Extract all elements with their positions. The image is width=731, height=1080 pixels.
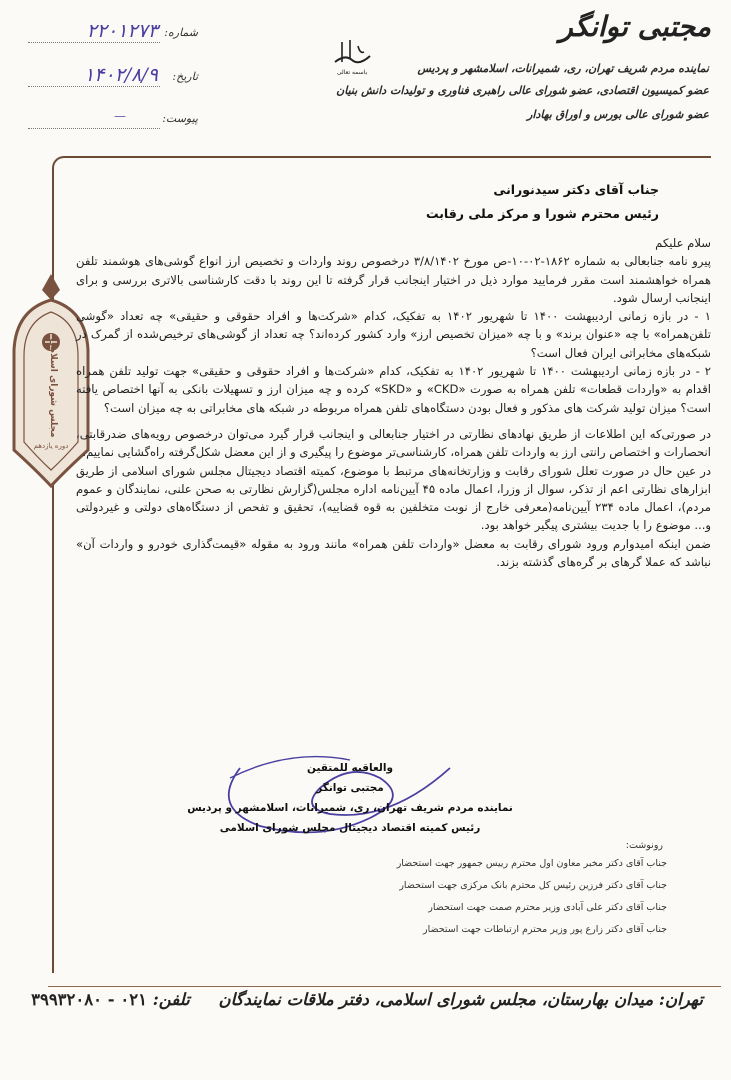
representative-title-2: عضو کمیسیون اقتصادی، عضو شورای عالی راهبری فناوری و تولیدات دانش بنیان [336,84,709,97]
phone-label: تلفن: [152,990,190,1009]
signature-title-2: رئیس کمیته اقتصاد دیجیتال مجلس شورای اسلامی [219,822,481,834]
representative-title-1: نماینده مردم شریف تهران، ری، شمیرانات، اسلامشهر و پردیس [417,62,709,75]
emblem-title: مجلس شورای اسلامی [48,338,58,438]
body-paragraph-6: ضمن اینکه امیدوارم ورود شورای رقابت به معضل «واردات تلفن همراه» مانند ورود به مقوله «قیمت‌گذاری خودرو و واردات آن» نباشد که عملا گرهای بر گره‌های گذشته بزند. [76,536,711,570]
body-paragraph-5: در عین حال در صورت تعلل شورای رقابت و وزارتخانه‌های مرتبط با موضوع، کمیته اقتصاد دیجیتال مجلس شورای اسلامی از طریق ابزارهای نظارتی اعم از تذکر، سوال از وزرا، اعمال ماده ۴۵ آیین‌نامه اداره مجلس(گزارش نظارتی به صحن علنی، نمایندگان و عموم مردم)، اعمال ماده ۲۳۴ آیین‌نامه(معرفی خارج از نوبت متخلفین به قوه قضاییه)، تحقیق و تفحص از دستگاه‌های دولتی و غیردولتی و... موضوع را با جدیت بیشتری پیگیر خواهد بود. [76,463,711,533]
signature-title-1: نماینده مردم شریف تهران، ری، شمیرانات، اسلامشهر و پردیس [187,802,513,814]
signature-closing: والعاقبه للمتقین [307,762,393,774]
date-value: ۱۴۰۲/۸/۹ [83,64,158,86]
cc-item: جناب آقای دکتر مخبر معاون اول محترم رییس جمهور جهت استحضار [396,858,667,869]
footer-address [31,990,703,1009]
phone-value: ۰۲۱ - ۳۹۹۳۲۰۸۰ [31,990,147,1009]
cc-item: جناب آقای دکتر علی آبادی وزیر محترم صمت جهت استحضار [428,902,667,913]
recipient-title: رئیس محترم شورا و مرکز ملی رقابت [426,206,659,221]
attachment-label: پیوست: [162,112,198,125]
number-value: ۲۲۰۱۲۷۳ [86,20,158,42]
address-text: تهران: میدان بهارستان، مجلس شورای اسلامی، دفتر ملاقات نمایندگان [218,990,703,1009]
emblem-term: دوره یازدهم [33,442,69,450]
recipient-name: جناب آقای دکتر سیدنورانی [493,182,659,197]
date-label: تاریخ: [172,70,198,83]
signature-name: مجتبی توانگر [316,782,384,794]
greeting: سلام علیکم [655,236,711,250]
invocation-text: باسمه تعالی [336,69,368,76]
representative-name: مجتبی توانگر [559,10,711,43]
cc-title: رونوشت: [625,840,663,851]
body-paragraph-3: ۲ - در بازه زمانی اردیبهشت ۱۴۰۰ تا شهریور ۱۴۰۲ به تفکیک، کدام «شرکت‌ها و افراد حقوقی و حقیقی» جهت تولید تلفن همراه اقدام به «واردات قطعات» تلفن همراه به صورت «CKD» و «SKD» کرده و چه میزان ارز و تسهیلات بانکی به آنها اختصاص یافته است؟ میزان تولید شرکت های مذکور و فعال بودن دستگاه‌های تلفن همراه مربوطه در شبکه های مخابراتی به چه میزان است؟ [76,364,711,415]
cc-item: جناب آقای دکتر زارع پور وزیر محترم ارتباطات جهت استحضار [423,924,667,935]
body-paragraph-4: در صورتی‌که این اطلاعات از طریق نهادهای نظارتی در اختیار جنابعالی و اینجانب قرار گیرد می‌توان درخصوص رویه‌های ضدرقابتی، انحصارات و اختصاص رانتی ارز به واردات تلفن همراه، کارشناسی‌تر موضوع را پیگیری و از این معضل شکل‌گرفته راه‌گشایی نماییم. [76,426,711,460]
footer-rule [48,986,721,987]
cc-item: جناب آقای دکتر فرزین رئیس کل محترم بانک مرکزی جهت استحضار [399,880,667,891]
attachment-value: — [114,109,128,123]
invocation-calligraphy [330,32,375,77]
representative-title-3: عضو شورای عالی بورس و اوراق بهادار [527,108,709,121]
frame-top-border [64,156,711,158]
body-paragraph-1: پیرو نامه جنابعالی به شماره ۱۸۶۲-۰۲-۱۰-ص مورخ ۳/۸/۱۴۰۲ درخصوص روند واردات و تخصیص ارز انواع گوشی‌های هوشمند تلفن همراه خواهشمند است مقرر فرمایید موارد ذیل در اختیار اینجانب قرار گرفته تا این روند با دقت کارشناسی بالاتری بررسی و برای اینجانب ارسال شود. [76,254,711,305]
letter-body [76,234,711,571]
number-label: شماره: [164,26,198,39]
body-paragraph-2: ۱ - در بازه زمانی اردیبهشت ۱۴۰۰ تا شهریور ۱۴۰۲ به تفکیک، کدام «شرکت‌ها و افراد حقوقی و حقیقی» چه تعداد «گوشی تلفن‌همراه» با چه «عنوان برند» و با چه «میزان تخصیص ارز» وارد کشور کرده‌اند؟ چه تعداد از گوشی‌های ترخیص‌شده از گمرک در شبکه‌های مخابراتی ایران فعال است؟ [76,309,712,360]
frame-corner [52,156,68,172]
